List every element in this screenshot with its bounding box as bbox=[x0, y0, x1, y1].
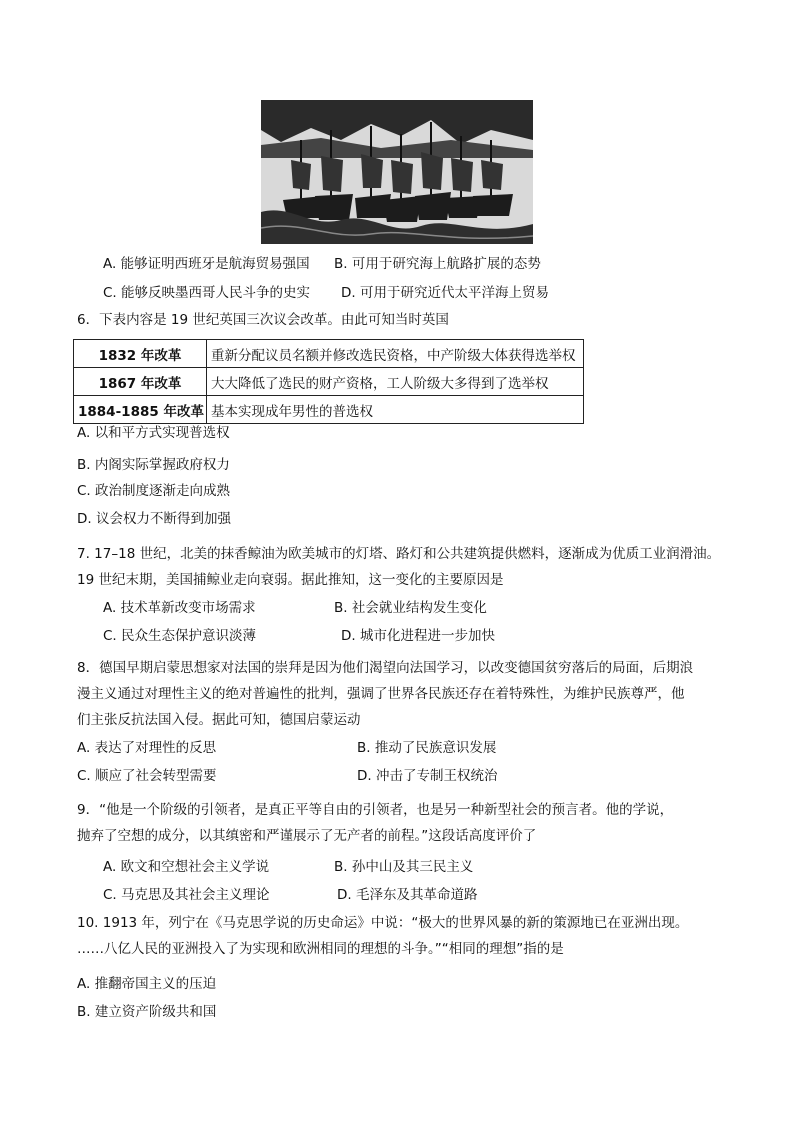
q7-option-a: A. 技术革新改变市场需求 bbox=[103, 600, 256, 616]
q8-option-b: B. 推动了民族意识发展 bbox=[357, 740, 497, 756]
q9-stem-line2: 抛弃了空想的成分，以其缜密和严谨展示了无产者的前程。”这段话高度评价了 bbox=[77, 828, 537, 844]
q5-option-c: C. 能够反映墨西哥人民斗争的史实 bbox=[103, 285, 311, 301]
q9-option-a: A. 欧文和空想社会主义学说 bbox=[103, 859, 270, 875]
q9-option-c: C. 马克思及其社会主义理论 bbox=[103, 887, 270, 903]
table-cell-content: 大大降低了选民的财产资格，工人阶级大多得到了选举权 bbox=[207, 368, 584, 396]
q7-stem-line1: 7. 17–18 世纪，北美的抹香鲸油为欧美城市的灯塔、路灯和公共建筑提供燃料，逐渐成为优质工业润滑油。 bbox=[77, 546, 721, 562]
q10-option-a: A. 推翻帝国主义的压迫 bbox=[77, 976, 217, 992]
q8-option-c: C. 顺应了社会转型需要 bbox=[77, 768, 217, 784]
parliament-reform-table bbox=[73, 339, 584, 424]
q8-stem-line3: 们主张反抗法国入侵。据此可知，德国启蒙运动 bbox=[77, 712, 361, 728]
q6-stem: 6．下表内容是 19 世纪英国三次议会改革。由此可知当时英国 bbox=[77, 312, 449, 328]
table-cell-year: 1832 年改革 bbox=[74, 340, 207, 368]
q8-stem-line2: 漫主义通过对理性主义的绝对普遍性的批判，强调了世界各民族还存在着特殊性，为维护民族尊严，他 bbox=[77, 686, 685, 702]
q10-stem-line2: ……八亿人民的亚洲投入了为实现和欧洲相同的理想的斗争。”“相同的理想”指的是 bbox=[77, 941, 564, 957]
q10-option-b: B. 建立资产阶级共和国 bbox=[77, 1004, 217, 1020]
q6-option-d: D. 议会权力不断得到加强 bbox=[77, 511, 231, 527]
q8-stem-line1: 8．德国早期启蒙思想家对法国的崇拜是因为他们渴望向法国学习，以改变德国贫穷落后的局面，后期浪 bbox=[77, 660, 694, 676]
q7-option-b: B. 社会就业结构发生变化 bbox=[334, 600, 487, 616]
table-row bbox=[74, 396, 584, 424]
q6-option-c: C. 政治制度逐渐走向成熟 bbox=[77, 483, 231, 499]
q7-stem-line2: 19 世纪末期，美国捕鲸业走向衰弱。据此推知，这一变化的主要原因是 bbox=[77, 572, 504, 588]
q7-option-c: C. 民众生态保护意识淡薄 bbox=[103, 628, 257, 644]
q7-option-d: D. 城市化进程进一步加快 bbox=[341, 628, 495, 644]
q6-option-b: B. 内阁实际掌握政府权力 bbox=[77, 457, 230, 473]
table-cell-content: 重新分配议员名额并修改选民资格，中产阶级大体获得选举权 bbox=[207, 340, 584, 368]
q6-option-a: A. 以和平方式实现普选权 bbox=[77, 425, 230, 441]
q10-stem-line1: 10. 1913 年，列宁在《马克思学说的历史命运》中说：“极大的世界风暴的新的策源地已在亚洲出现。 bbox=[77, 915, 689, 931]
q9-option-d: D. 毛泽东及其革命道路 bbox=[337, 887, 478, 903]
q9-option-b: B. 孙中山及其三民主义 bbox=[334, 859, 474, 875]
q5-option-b: B. 可用于研究海上航路扩展的态势 bbox=[334, 256, 541, 272]
table-row bbox=[74, 340, 584, 368]
q5-option-a: A. 能够证明西班牙是航海贸易强国 bbox=[103, 256, 310, 272]
table-cell-content: 基本实现成年男性的普选权 bbox=[207, 396, 584, 424]
table-row bbox=[74, 368, 584, 396]
q8-option-a: A. 表达了对理性的反思 bbox=[77, 740, 217, 756]
q9-stem-line1: 9．“他是一个阶级的引领者，是真正平等自由的引领者，也是另一种新型社会的预言者。他的学说， bbox=[77, 802, 674, 818]
q5-option-d: D. 可用于研究近代太平洋海上贸易 bbox=[341, 285, 549, 301]
harbor-ships-engraving bbox=[261, 100, 533, 244]
q8-option-d: D. 冲击了专制王权统治 bbox=[357, 768, 498, 784]
table-cell-year: 1867 年改革 bbox=[74, 368, 207, 396]
table-cell-year: 1884-1885 年改革 bbox=[74, 396, 207, 424]
